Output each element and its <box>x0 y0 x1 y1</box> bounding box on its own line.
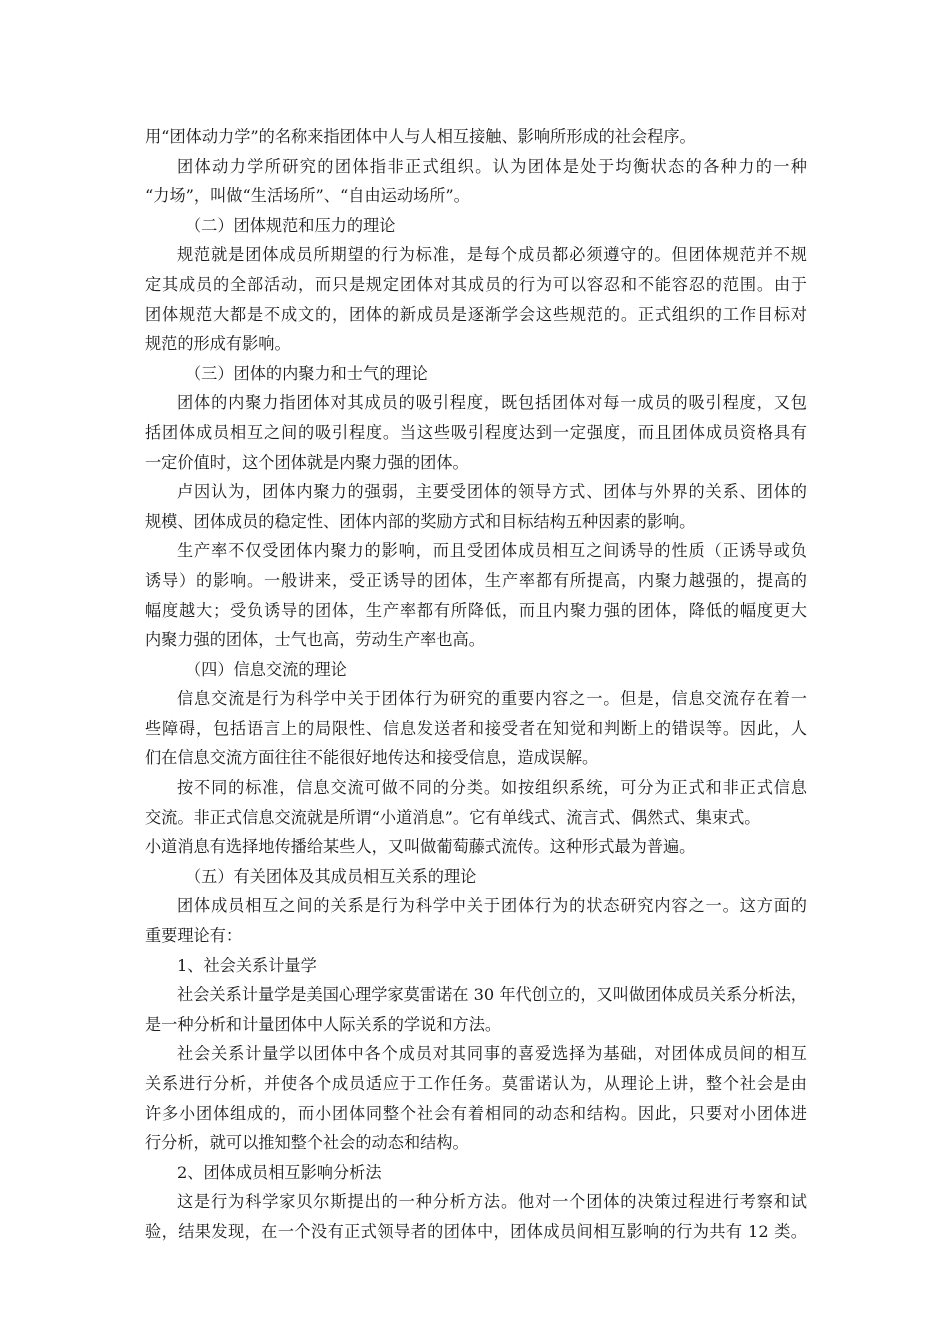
text-line: 社会关系计量学是美国心理学家莫雷诺在 30 年代创立的，又叫做团体成员关系分析法， <box>177 985 807 1005</box>
text-line: 重要理论有： <box>145 926 243 946</box>
text-line: 是一种分析和计量团体中人际关系的学说和方法。 <box>145 1014 502 1034</box>
text-line: 小道消息有选择地传播给某些人，又叫做葡萄藤式流传。这种形式最为普遍。 <box>145 837 696 857</box>
document-body <box>145 122 807 1247</box>
text-line: 验，结果发现，在一个没有正式领导者的团体中，团体成员间相互影响的行为共有 12 类。 <box>145 1221 807 1241</box>
text-line: 们在信息交流方面往往不能很好地传达和接受信息，造成误解。 <box>145 748 599 768</box>
section-heading: （四）信息交流的理论 <box>185 659 347 679</box>
text-line: 规范就是团体成员所期望的行为标准，是每个成员都必须遵守的。但团体规范并不规 <box>177 245 807 265</box>
text-line: 卢因认为，团体内聚力的强弱，主要受团体的领导方式、团体与外界的关系、团体的 <box>177 482 807 502</box>
text-line: 许多小团体组成的，而小团体同整个社会有着相同的动态和结构。因此，只要对小团体进 <box>145 1103 807 1123</box>
text-line: 定其成员的全部活动，而只是规定团体对其成员的行为可以容忍和不能容忍的范围。由于 <box>145 274 807 294</box>
text-line: 规模、团体成员的稳定性、团体内部的奖励方式和目标结构五种因素的影响。 <box>145 511 696 531</box>
text-line: 团体的内聚力指团体对其成员的吸引程度，既包括团体对每一成员的吸引程度，又包 <box>177 393 807 413</box>
text-line: 些障碍，包括语言上的局限性、信息发送者和接受者在知觉和判断上的错误等。因此，人 <box>145 718 807 738</box>
text-line: 按不同的标准，信息交流可做不同的分类。如按组织系统，可分为正式和非正式信息 <box>177 778 807 798</box>
text-line: 交流。非正式信息交流就是所谓“小道消息”。它有单线式、流言式、偶然式、集束式。 <box>145 807 761 827</box>
text-line: 内聚力强的团体，士气也高，劳动生产率也高。 <box>145 630 485 650</box>
text-line: 一定价值时，这个团体就是内聚力强的团体。 <box>145 452 469 472</box>
text-line: 团体动力学所研究的团体指非正式组织。认为团体是处于均衡状态的各种力的一种 <box>177 156 807 176</box>
section-heading: （三）团体的内聚力和士气的理论 <box>185 363 428 383</box>
text-line: 团体成员相互之间的关系是行为科学中关于团体行为的状态研究内容之一。这方面的 <box>177 896 807 916</box>
text-line: 关系进行分析，并使各个成员适应于工作任务。莫雷诺认为，从理论上讲，整个社会是由 <box>145 1074 807 1093</box>
text-line: 用“团体动力学”的名称来指团体中人与人相互接触、影响所形成的社会程序。 <box>145 127 696 146</box>
text-line: 规范的形成有影响。 <box>145 334 291 354</box>
text-line: 诱导）的影响。一般讲来，受正诱导的团体，生产率都有所提高，内聚力越强的，提高的 <box>145 570 807 590</box>
text-line: 生产率不仅受团体内聚力的影响，而且受团体成员相互之间诱导的性质（正诱导或负 <box>177 541 807 561</box>
text-line: 幅度越大；受负诱导的团体，生产率都有所降低，而且内聚力强的团体，降低的幅度更大 <box>145 600 807 620</box>
text-line: 2、团体成员相互影响分析法 <box>177 1162 382 1182</box>
text-line: 括团体成员相互之间的吸引程度。当这些吸引程度达到一定强度，而且团体成员资格具有 <box>145 422 807 442</box>
section-heading: （五）有关团体及其成员相互关系的理论 <box>185 866 477 886</box>
text-line: 团体规范大都是不成文的，团体的新成员是逐渐学会这些规范的。正式组织的工作目标对 <box>145 304 807 324</box>
text-line: 这是行为科学家贝尔斯提出的一种分析方法。他对一个团体的决策过程进行考察和试 <box>177 1192 807 1212</box>
text-line: “力场”，叫做“生活场所”、“自由运动场所”。 <box>145 186 470 206</box>
text-line: 社会关系计量学以团体中各个成员对其同事的喜爱选择为基础，对团体成员间的相互 <box>177 1044 807 1064</box>
section-heading: （二）团体规范和压力的理论 <box>185 215 396 235</box>
text-line: 信息交流是行为科学中关于团体行为研究的重要内容之一。但是，信息交流存在着一 <box>177 689 807 709</box>
text-line: 行分析，就可以推知整个社会的动态和结构。 <box>145 1133 469 1153</box>
text-line: 1、社会关系计量学 <box>177 955 317 975</box>
